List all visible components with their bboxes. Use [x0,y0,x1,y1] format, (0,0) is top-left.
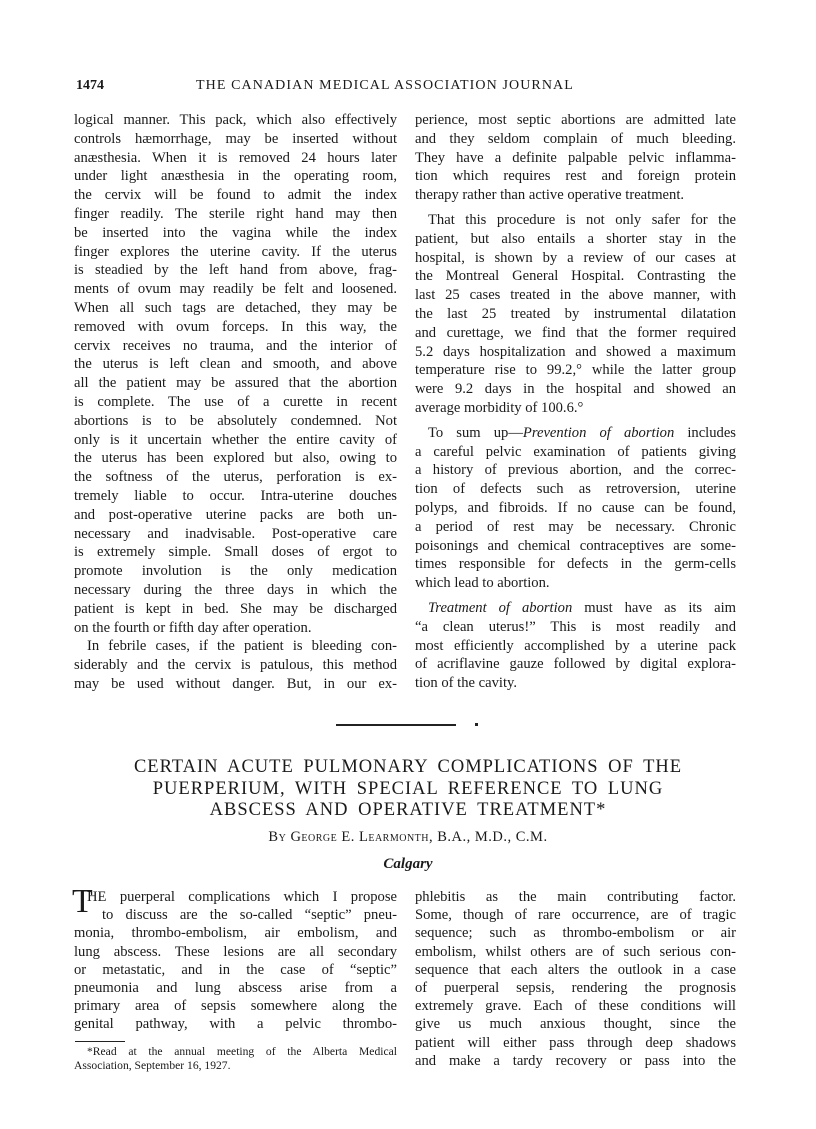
text-line: poisonings and chemical contraceptives are some- [415,537,736,554]
text-line: siderably and the cervix is patulous, this method [74,657,397,674]
text-line: may be used without danger. But, in our ex- [74,675,397,692]
text-line: sequence that each alters the outlook in a case [415,961,736,978]
paragraph [415,599,736,693]
text-line: necessary during the three days in which the [74,581,397,598]
text-line: anæsthesia. When it is removed 24 hours later [74,149,397,166]
text-line: abortions is to be absolutely condemned. Not [74,412,397,429]
text-line: finger readily. The sterile right hand may then [74,205,397,222]
text-line: is extremely simple. Small doses of ergot to [74,544,397,561]
text-line: patient will either pass through deep shadows [415,1034,736,1051]
article-title-line: ABSCESS AND OPERATIVE TREATMENT* [209,800,607,820]
italic-text: Prevention of abortion [522,424,675,441]
text-line: to discuss are the so-called “septic” pneu- [102,907,397,924]
text-line: 5.2 days hospitalization and showed a maximum [415,343,736,360]
drop-cap: T [72,883,93,920]
text-line: tion which requires rest and foreign protein [415,168,736,185]
paragraph [415,424,736,593]
text-line: phlebitis as the main contributing factor. [415,889,736,905]
text-line: monia, thrombo-embolism, air embolism, and [74,925,397,942]
text-line: of puerperal sepsis, rendering the prognosis [415,979,736,996]
text-line: a history of previous abortion, and the correc- [415,462,736,479]
text-line: all the patient may be assured that the abortion [74,375,397,392]
text-line: the last 25 treated by instrumental dilatation [415,305,736,322]
text-line: patient, but also entails a shorter stay in the [415,230,736,247]
text-line: ments of ovum may readily be felt and loosened. [74,281,397,298]
text-line: controls hæmorrhage, may be inserted without [74,130,397,147]
text-line: necessary and inadvisable. Post-operative care [74,525,397,542]
article2-right-column [415,888,736,1070]
text-line: When all such tags are detached, they may be [74,299,397,316]
article1-left-column [74,111,397,694]
text-line: most efficiently accomplished by a uterine pack [415,637,736,654]
text-line: and post-operative uterine packs are both un- [74,506,397,523]
text-line: the cervix will be found to admit the index [74,187,397,204]
text-line: the uterus is left clean and smooth, and above [74,356,397,373]
text-line: only is it uncertain whether the entire cavity of [74,431,397,448]
text-segment: must have as its aim [572,599,736,616]
text-line [415,599,736,618]
text-line: promote involution is the only medication [74,563,397,580]
text-line: the Montreal General Hospital. Contrasting the [415,268,736,285]
text-line: be inserted into the vagina while the index [74,224,397,241]
footnote-line: Association, September 16, 1927. [74,1059,231,1072]
text-line: extremely grave. Each of these conditions will [415,998,736,1015]
text-line: and they seldom complain of much bleeding. [415,130,736,147]
text-line: were 9.2 days in the hospital and showed an [415,381,736,398]
article2-left-column [74,888,397,1034]
text-segment: includes [674,424,736,441]
text-line: which lead to abortion. [415,575,550,592]
paragraph [74,888,397,1034]
text-line: sequence; such as thrombo-embolism or air [415,925,736,942]
footnote-line: *Read at the annual meeting of the Alberta Medical [87,1045,397,1058]
text-line: a careful pelvic examination of patients giving [415,443,736,460]
page-number: 1474 [76,78,104,93]
footnote [74,1045,397,1073]
text-line: tion of defects such as retroversion, uterine [415,481,736,498]
author-byline: By George E. Learmonth, B.A., M.D., C.M. [268,829,548,845]
paragraph [415,888,736,1070]
paragraph [415,111,736,205]
author-location: Calgary [383,856,433,872]
running-head: THE CANADIAN MEDICAL ASSOCIATION JOURNAL [196,78,574,93]
italic-text: Treatment of abortion [428,599,573,616]
text-line: lung abscess. These lesions are all secondary [74,943,397,960]
text-line: temperature rise to 99.2,° while the latter group [415,362,736,379]
text-line: tremely liable to occur. Intra-uterine douches [74,487,397,504]
text-line: finger explores the uterine cavity. If the uterus [74,243,397,260]
section-divider [336,724,456,726]
text-line: the uterus has been explored but also, owing to [74,450,397,467]
footnote-rule [75,1041,125,1042]
text-line: removed with ovum forceps. In this way, the [74,318,397,335]
text-line: polyps, and fibroids. If no cause can be found, [415,499,736,516]
text-line: therapy rather than active operative treatment. [415,187,685,204]
text-segment: To sum up— [428,424,523,441]
text-line: embolism, whilst others are of such serious con- [415,943,736,960]
text-line: HE puerperal complications which I propose [87,889,397,905]
text-line: of acriflavine gauze followed by digital explora- [415,656,736,673]
text-line: Some, though of rare occurrence, are of tragic [415,907,736,924]
text-line [415,424,736,443]
paragraph [415,211,736,418]
text-line: pneumonia and lung abscess arise from a [74,979,397,996]
text-line: last 25 cases treated in the above manner, with [415,287,736,304]
text-line: tion of the cavity. [415,675,517,692]
text-line: “a clean uterus!” This is most readily and [415,618,736,635]
text-line: or metastatic, and in the case of “septic” [74,961,397,978]
text-line: genital pathway, with a pelvic thrombo- [74,1016,397,1033]
text-line: is complete. The use of a curette in recent [74,393,397,410]
text-line: is steadied by the left hand from above, frag- [74,262,397,279]
text-line: patient is kept in bed. She may be discharged [74,600,397,617]
article-title-line: PUERPERIUM, WITH SPECIAL REFERENCE TO LUNG [152,779,664,799]
text-line: a period of rest may be necessary. Chronic [415,518,736,535]
text-line: and curettage, we find that the former required [415,324,736,341]
text-line: under light anæsthesia in the operating room, [74,168,397,185]
text-line: give us much anxious thought, since the [415,1016,736,1033]
text-line: logical manner. This pack, which also effectively [74,112,397,128]
text-line: times responsible for defects in the germ-cells [415,556,736,573]
text-line: hospital, is shown by a review of our cases at [415,249,736,266]
text-line: on the fourth or fifth day after operation. [74,619,312,636]
text-line: In febrile cases, if the patient is bleeding con- [87,638,397,655]
article-title-line: CERTAIN ACUTE PULMONARY COMPLICATIONS OF THE [133,757,683,777]
text-line: They have a definite palpable pelvic inflamma- [415,149,736,166]
text-line: That this procedure is not only safer for the [428,211,736,228]
paragraph [74,637,397,693]
divider-dot [475,723,478,726]
article1-right-column [415,111,736,693]
text-line: and make a tardy recovery or pass into the [415,1052,736,1069]
text-line: perience, most septic abortions are admitted late [415,112,736,128]
text-line: the softness of the uterus, perforation is ex- [74,469,397,486]
text-line: primary area of sepsis somewhere along the [74,998,397,1015]
text-line: average morbidity of 100.6.° [415,399,584,416]
text-line: cervix receives no trauma, and the interior of [74,337,397,354]
paragraph [74,111,397,637]
